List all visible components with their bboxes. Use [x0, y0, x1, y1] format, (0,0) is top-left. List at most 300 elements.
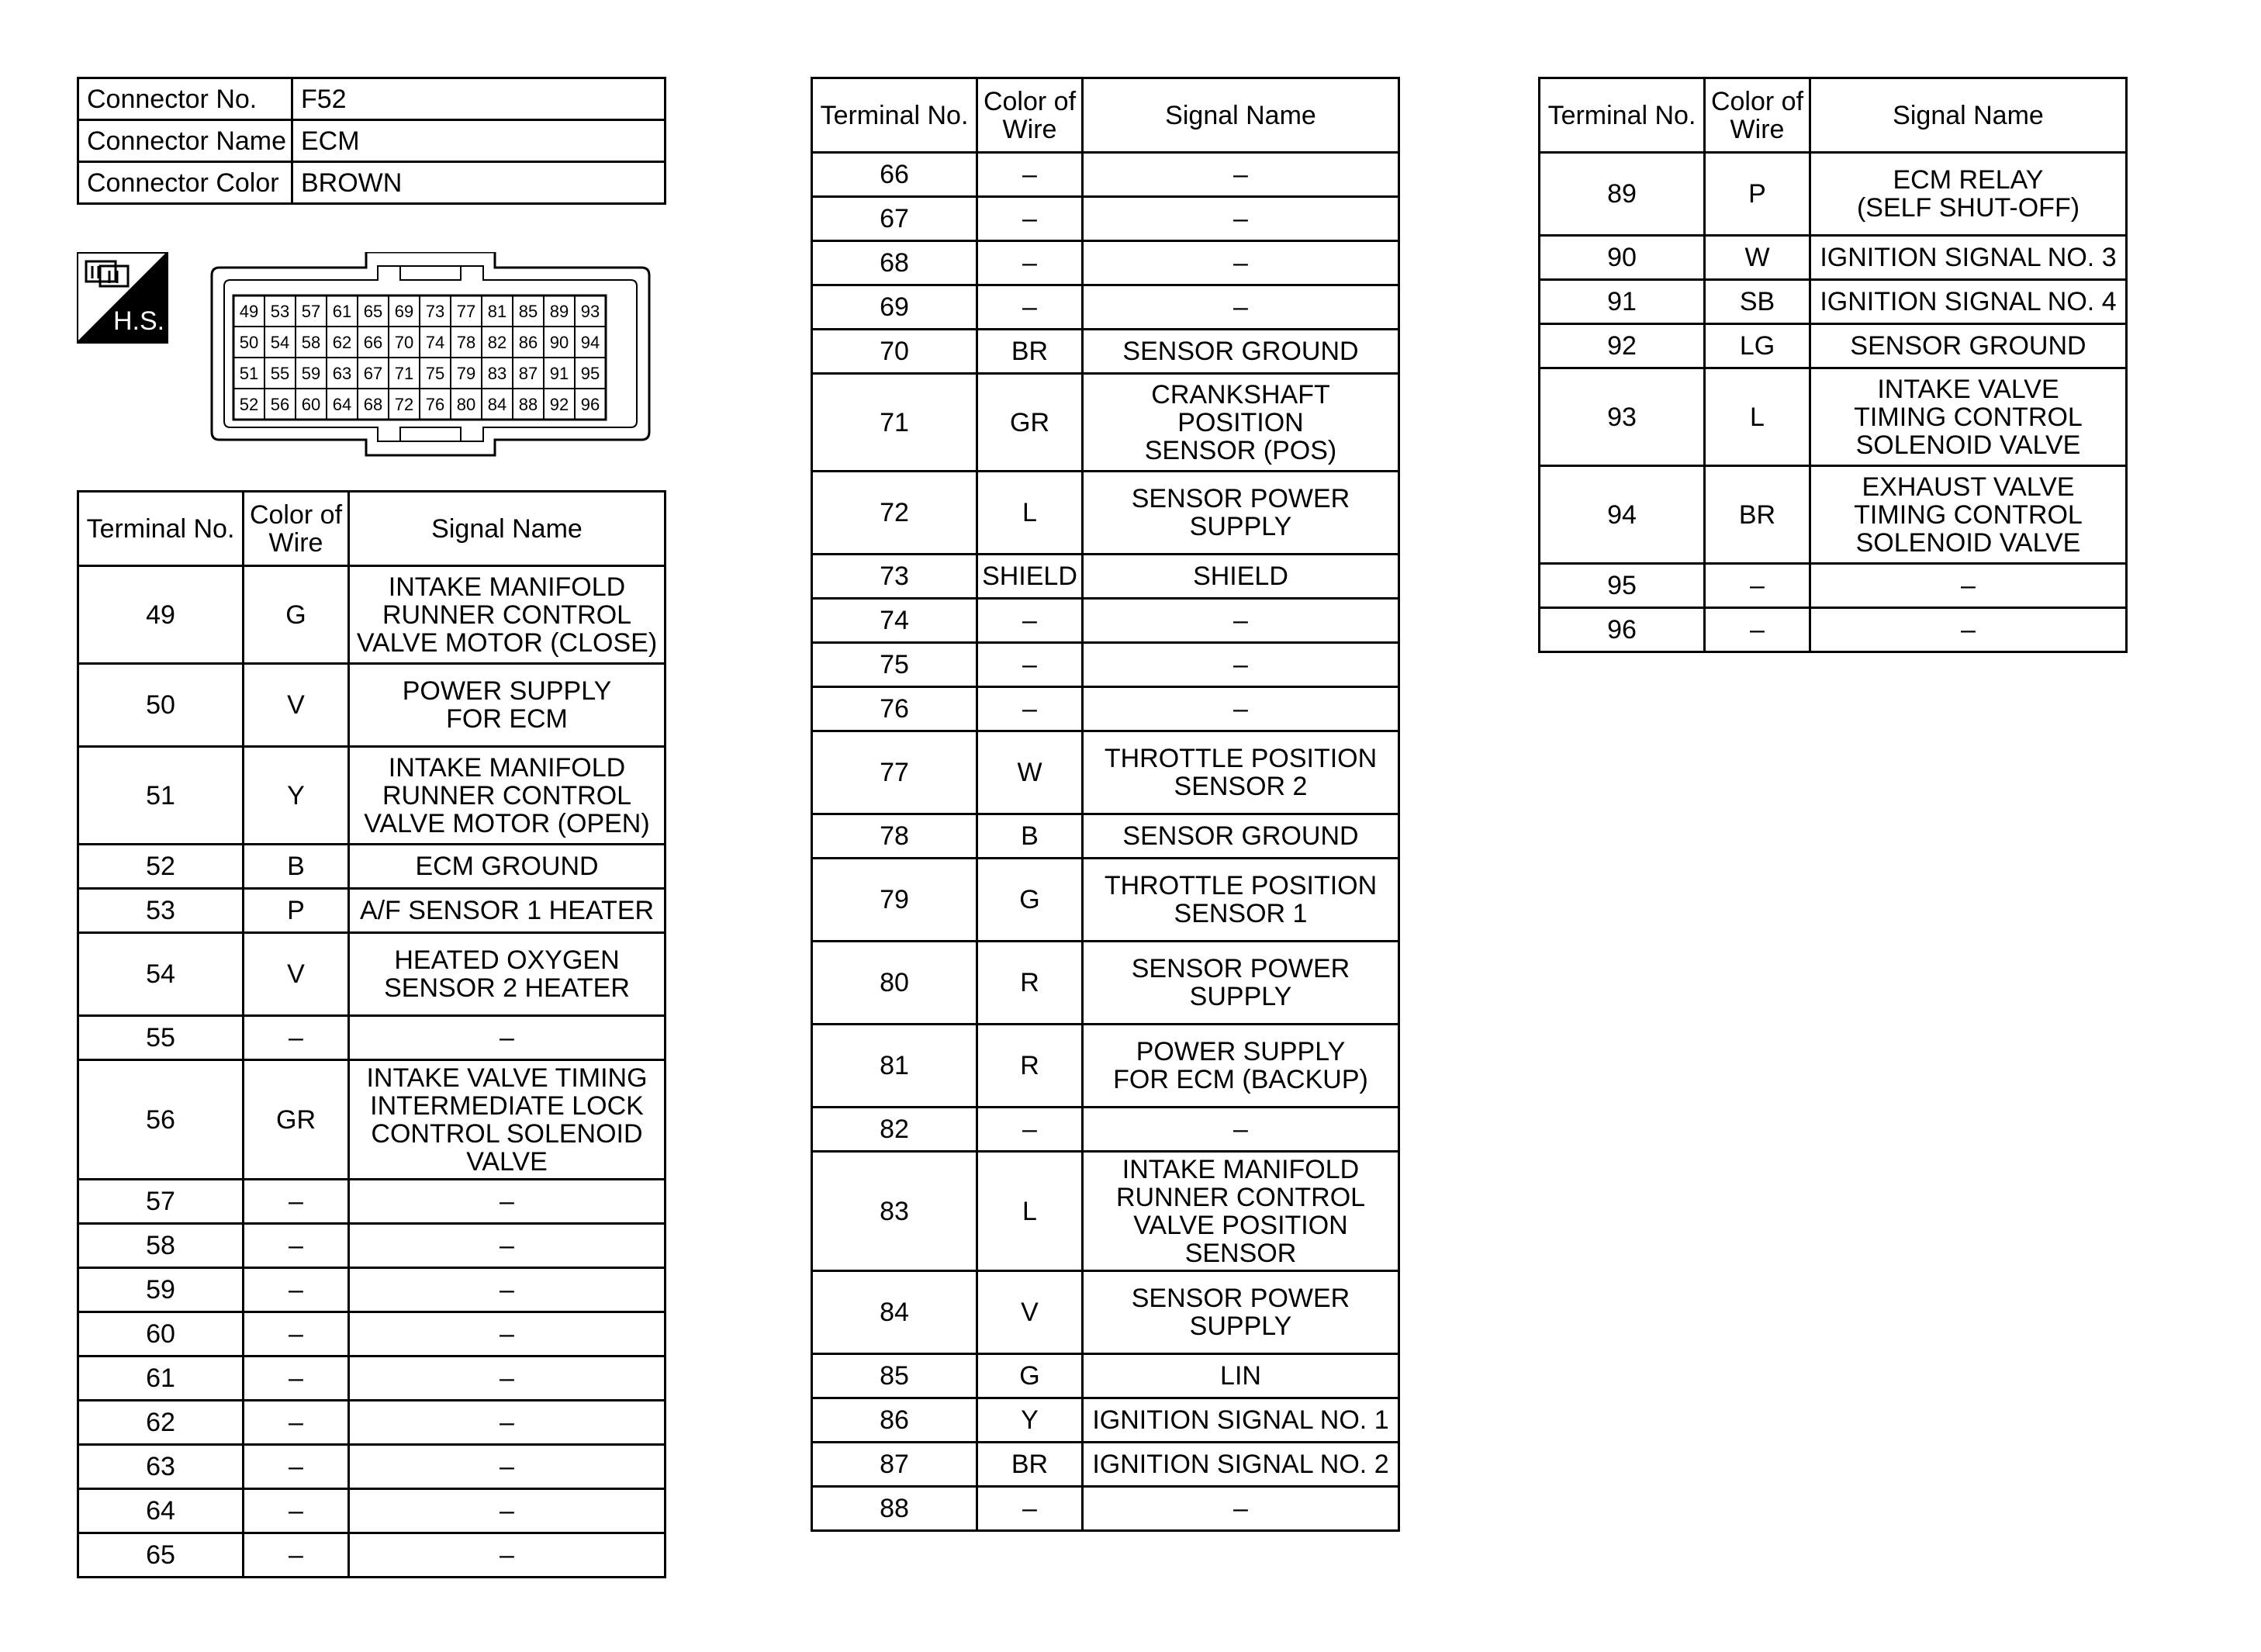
connector-pin [358, 327, 389, 358]
wire-color-cell: – [977, 1487, 1083, 1531]
wire-color-cell: SB [1705, 280, 1810, 324]
connector-pin [544, 358, 575, 389]
wire-color-cell: BR [977, 330, 1083, 374]
table-row [78, 845, 666, 889]
table-row [78, 1533, 666, 1578]
terminal-no-cell: 67 [812, 197, 977, 241]
terminal-no-cell: 60 [78, 1312, 244, 1357]
signal-name-cell: – [349, 1357, 666, 1401]
table-row [1540, 608, 2127, 652]
wire-color-cell: V [244, 664, 349, 747]
terminal-no-cell: 59 [78, 1268, 244, 1312]
signal-name-cell: SENSOR GROUND [1083, 330, 1399, 374]
wire-color-cell: V [977, 1271, 1083, 1354]
connector-pin [482, 358, 513, 389]
connector-pin [327, 389, 358, 420]
terminal-no-cell: 71 [812, 374, 977, 472]
connector-pin [296, 358, 327, 389]
connector-pin [327, 327, 358, 358]
signal-name-cell: – [349, 1224, 666, 1268]
table-row [812, 1398, 1399, 1443]
signal-name-cell: LIN [1083, 1354, 1399, 1398]
connector-color-value: BROWN [292, 162, 666, 204]
connector-pin [451, 389, 482, 420]
wire-color-cell: B [977, 814, 1083, 859]
signal-name-cell: SENSOR GROUND [1810, 324, 2127, 368]
header-terminal-no: Terminal No. [812, 78, 977, 153]
wire-color-cell: BR [1705, 466, 1810, 564]
harness-side-label: H.S. [112, 306, 165, 336]
terminal-no-cell: 87 [812, 1443, 977, 1487]
table-row [812, 1354, 1399, 1398]
table-row [812, 643, 1399, 687]
connector-pin [513, 295, 544, 327]
signal-name-cell: SHIELD [1083, 555, 1399, 599]
terminal-no-cell: 50 [78, 664, 244, 747]
signal-name-cell: ECM GROUND [349, 845, 666, 889]
terminal-no-cell: 51 [78, 747, 244, 845]
table-row [1540, 466, 2127, 564]
terminal-table-2 [811, 77, 1400, 1532]
wire-color-cell: – [244, 1268, 349, 1312]
signal-name-cell: IGNITION SIGNAL NO. 3 [1810, 236, 2127, 280]
table-row [812, 285, 1399, 330]
wire-color-cell: R [977, 1025, 1083, 1108]
connector-no-row [78, 78, 666, 120]
connector-pin-label: 60 [301, 395, 321, 414]
connector-name-value: ECM [292, 120, 666, 162]
wire-color-cell: – [977, 643, 1083, 687]
signal-name-cell: – [1083, 687, 1399, 731]
connector-pin [327, 295, 358, 327]
connector-no-label: Connector No. [78, 78, 292, 120]
connector-pin-label: 61 [332, 302, 352, 321]
table-row [78, 889, 666, 933]
table-row [812, 814, 1399, 859]
table-row [812, 687, 1399, 731]
table-row [78, 1445, 666, 1489]
signal-name-cell: – [1083, 643, 1399, 687]
connector-pin [389, 327, 420, 358]
wire-color-cell: L [1705, 368, 1810, 466]
connector-pin-label: 88 [518, 395, 538, 414]
wire-color-cell: G [977, 1354, 1083, 1398]
header-terminal-no: Terminal No. [1540, 78, 1705, 153]
table-row [1540, 368, 2127, 466]
connector-pin-label: 78 [456, 333, 476, 352]
signal-name-cell: HEATED OXYGEN SENSOR 2 HEATER [349, 933, 666, 1016]
connector-pin [575, 389, 606, 420]
terminal-no-cell: 54 [78, 933, 244, 1016]
connector-no-value: F52 [292, 78, 666, 120]
signal-name-cell: A/F SENSOR 1 HEATER [349, 889, 666, 933]
connector-pin-label: 68 [363, 395, 383, 414]
table-row [78, 1224, 666, 1268]
connector-pin [389, 358, 420, 389]
connector-pin-label: 52 [239, 395, 259, 414]
wire-color-cell: – [977, 241, 1083, 285]
connector-pin-label: 74 [425, 333, 445, 352]
harness-side-icon [77, 252, 168, 344]
wire-color-cell: – [977, 285, 1083, 330]
connector-pin [575, 327, 606, 358]
signal-name-cell: – [1083, 599, 1399, 643]
wire-color-cell: G [244, 566, 349, 664]
connector-pin-label: 62 [332, 333, 352, 352]
signal-name-cell: – [1083, 1108, 1399, 1152]
connector-pin-label: 73 [425, 302, 445, 321]
connector-pin [233, 389, 264, 420]
connector-pin [544, 295, 575, 327]
connector-pin-label: 83 [487, 364, 507, 383]
connector-pin-label: 53 [270, 302, 290, 321]
connector-pin [296, 327, 327, 358]
terminal-no-cell: 96 [1540, 608, 1705, 652]
connector-pin-label: 93 [580, 302, 600, 321]
wire-color-cell: – [977, 599, 1083, 643]
connector-pin-label: 87 [518, 364, 538, 383]
wire-color-cell: Y [244, 747, 349, 845]
wire-color-cell: GR [977, 374, 1083, 472]
connector-pin-label: 76 [425, 395, 445, 414]
terminal-no-cell: 63 [78, 1445, 244, 1489]
signal-name-cell: – [1083, 285, 1399, 330]
terminal-no-cell: 52 [78, 845, 244, 889]
terminal-no-cell: 74 [812, 599, 977, 643]
header-terminal-no: Terminal No. [78, 492, 244, 566]
table-row [812, 241, 1399, 285]
terminal-no-cell: 66 [812, 153, 977, 197]
signal-name-cell: SENSOR POWER SUPPLY [1083, 472, 1399, 555]
terminal-no-cell: 69 [812, 285, 977, 330]
connector-pin-label: 95 [580, 364, 600, 383]
wire-color-cell: – [244, 1401, 349, 1445]
connector-pin [544, 327, 575, 358]
wire-color-cell: B [244, 845, 349, 889]
signal-name-cell: – [1083, 1487, 1399, 1531]
connector-pin-label: 80 [456, 395, 476, 414]
signal-name-cell: ECM RELAY (SELF SHUT-OFF) [1810, 153, 2127, 236]
terminal-no-cell: 78 [812, 814, 977, 859]
signal-name-cell: INTAKE MANIFOLD RUNNER CONTROL VALVE MOTOR (OPEN) [349, 747, 666, 845]
table-row [78, 1016, 666, 1060]
connector-pin-label: 64 [332, 395, 352, 414]
connector-pin [389, 295, 420, 327]
connector-pin [264, 327, 296, 358]
connector-pin-label: 57 [301, 302, 321, 321]
connector-pin-label: 66 [363, 333, 383, 352]
connector-pin-label: 59 [301, 364, 321, 383]
connector-pin [544, 389, 575, 420]
signal-name-cell: – [349, 1401, 666, 1445]
connector-pin [451, 327, 482, 358]
terminal-no-cell: 90 [1540, 236, 1705, 280]
connector-info-table [77, 77, 666, 205]
wire-color-cell: – [244, 1489, 349, 1533]
connector-pin [482, 327, 513, 358]
terminal-no-cell: 64 [78, 1489, 244, 1533]
header-signal-name: Signal Name [1083, 78, 1399, 153]
table-row [78, 1268, 666, 1312]
terminal-no-cell: 93 [1540, 368, 1705, 466]
connector-pin [327, 358, 358, 389]
connector-color-label: Connector Color [78, 162, 292, 204]
wire-color-cell: W [977, 731, 1083, 814]
pin-grid [233, 295, 606, 420]
connector-pin-label: 69 [394, 302, 414, 321]
connector-pin [420, 327, 451, 358]
terminal-no-cell: 68 [812, 241, 977, 285]
terminal-no-cell: 57 [78, 1180, 244, 1224]
connector-pin-label: 77 [456, 302, 476, 321]
table-row [812, 1487, 1399, 1531]
connector-pin-label: 85 [518, 302, 538, 321]
connector-pin [482, 295, 513, 327]
connector-pin-label: 56 [270, 395, 290, 414]
table-header-row [78, 492, 666, 566]
terminal-table-1 [77, 490, 666, 1578]
table-row [812, 330, 1399, 374]
connector-pin-label: 65 [363, 302, 383, 321]
table-row [812, 374, 1399, 472]
terminal-no-cell: 56 [78, 1060, 244, 1180]
connector-pin-label: 89 [549, 302, 569, 321]
header-color-of-wire: Color of Wire [1705, 78, 1810, 153]
connector-pin-label: 70 [394, 333, 414, 352]
signal-name-cell: – [1810, 564, 2127, 608]
signal-name-cell: INTAKE MANIFOLD RUNNER CONTROL VALVE MOTOR (CLOSE) [349, 566, 666, 664]
signal-name-cell: – [1083, 241, 1399, 285]
wire-color-cell: – [977, 197, 1083, 241]
table-row [812, 1025, 1399, 1108]
terminal-no-cell: 94 [1540, 466, 1705, 564]
table-row [78, 1489, 666, 1533]
connector-pin-label: 49 [239, 302, 259, 321]
wire-color-cell: G [977, 859, 1083, 942]
connector-pin-label: 58 [301, 333, 321, 352]
signal-name-cell: – [349, 1312, 666, 1357]
table-row [1540, 324, 2127, 368]
wire-color-cell: GR [244, 1060, 349, 1180]
connector-pin [389, 389, 420, 420]
connector-pin-label: 90 [549, 333, 569, 352]
connector-pin [296, 295, 327, 327]
wire-color-cell: – [244, 1224, 349, 1268]
connector-pin-label: 84 [487, 395, 507, 414]
wire-color-cell: – [977, 1108, 1083, 1152]
connector-pin-label: 72 [394, 395, 414, 414]
header-color-of-wire: Color of Wire [244, 492, 349, 566]
wire-color-cell: – [244, 1016, 349, 1060]
connector-pin [358, 358, 389, 389]
connector-pin [233, 295, 264, 327]
terminal-no-cell: 82 [812, 1108, 977, 1152]
terminal-no-cell: 77 [812, 731, 977, 814]
table-row [78, 1060, 666, 1180]
connector-pin [296, 389, 327, 420]
connector-pin-label: 81 [487, 302, 507, 321]
table-row [78, 747, 666, 845]
wire-color-cell: SHIELD [977, 555, 1083, 599]
signal-name-cell: – [1810, 608, 2127, 652]
signal-name-cell: – [349, 1180, 666, 1224]
connector-pin [264, 295, 296, 327]
wire-color-cell: P [1705, 153, 1810, 236]
connector-pin-label: 92 [549, 395, 569, 414]
connector-pin [451, 358, 482, 389]
signal-name-cell: THROTTLE POSITION SENSOR 2 [1083, 731, 1399, 814]
connector-pin-label: 96 [580, 395, 600, 414]
wire-color-cell: – [1705, 564, 1810, 608]
connector-name-row [78, 120, 666, 162]
wire-color-cell: – [244, 1533, 349, 1578]
header-signal-name: Signal Name [1810, 78, 2127, 153]
terminal-no-cell: 76 [812, 687, 977, 731]
wire-color-cell: Y [977, 1398, 1083, 1443]
signal-name-cell: IGNITION SIGNAL NO. 1 [1083, 1398, 1399, 1443]
connector-pin [358, 389, 389, 420]
connector-pin [575, 295, 606, 327]
connector-pin-label: 54 [270, 333, 290, 352]
table-row [1540, 564, 2127, 608]
wire-color-cell: – [244, 1312, 349, 1357]
connector-pin-label: 79 [456, 364, 476, 383]
signal-name-cell: IGNITION SIGNAL NO. 4 [1810, 280, 2127, 324]
terminal-no-cell: 88 [812, 1487, 977, 1531]
terminal-no-cell: 83 [812, 1152, 977, 1271]
terminal-no-cell: 84 [812, 1271, 977, 1354]
connector-pin-label: 75 [425, 364, 445, 383]
connector-pin-label: 91 [549, 364, 569, 383]
signal-name-cell: INTAKE VALVE TIMING INTERMEDIATE LOCK CONTROL SOLENOID VALVE [349, 1060, 666, 1180]
table-header-row [1540, 78, 2127, 153]
signal-name-cell: SENSOR GROUND [1083, 814, 1399, 859]
signal-name-cell: – [349, 1445, 666, 1489]
connector-pin-label: 71 [394, 364, 414, 383]
table-row [1540, 236, 2127, 280]
table-row [812, 859, 1399, 942]
connector-pin [575, 358, 606, 389]
connector-pin-label: 82 [487, 333, 507, 352]
table-row [78, 1312, 666, 1357]
connector-pin [358, 295, 389, 327]
connector-pin [482, 389, 513, 420]
wire-color-cell: – [977, 687, 1083, 731]
terminal-no-cell: 58 [78, 1224, 244, 1268]
signal-name-cell: SENSOR POWER SUPPLY [1083, 1271, 1399, 1354]
table-row [812, 197, 1399, 241]
signal-name-cell: – [349, 1489, 666, 1533]
signal-name-cell: POWER SUPPLY FOR ECM [349, 664, 666, 747]
wire-color-cell: L [977, 1152, 1083, 1271]
table-row [812, 731, 1399, 814]
terminal-no-cell: 89 [1540, 153, 1705, 236]
connector-pin-label: 94 [580, 333, 600, 352]
wire-color-cell: – [977, 153, 1083, 197]
wire-color-cell: P [244, 889, 349, 933]
signal-name-cell: – [1083, 153, 1399, 197]
table-row [812, 1152, 1399, 1271]
connector-color-row [78, 162, 666, 204]
signal-name-cell: – [349, 1268, 666, 1312]
terminal-no-cell: 61 [78, 1357, 244, 1401]
connector-pin [233, 358, 264, 389]
terminal-no-cell: 91 [1540, 280, 1705, 324]
terminal-no-cell: 49 [78, 566, 244, 664]
signal-name-cell: – [349, 1533, 666, 1578]
wire-color-cell: – [244, 1445, 349, 1489]
terminal-no-cell: 72 [812, 472, 977, 555]
terminal-no-cell: 70 [812, 330, 977, 374]
connector-pin-label: 55 [270, 364, 290, 383]
wire-color-cell: BR [977, 1443, 1083, 1487]
connector-pin [513, 389, 544, 420]
table-row [78, 1401, 666, 1445]
wire-color-cell: W [1705, 236, 1810, 280]
header-color-of-wire: Color of Wire [977, 78, 1083, 153]
terminal-no-cell: 79 [812, 859, 977, 942]
terminal-no-cell: 85 [812, 1354, 977, 1398]
connector-pin [513, 327, 544, 358]
table-row [812, 1108, 1399, 1152]
signal-name-cell: INTAKE VALVE TIMING CONTROL SOLENOID VALVE [1810, 368, 2127, 466]
terminal-no-cell: 53 [78, 889, 244, 933]
terminal-no-cell: 55 [78, 1016, 244, 1060]
table-row [812, 942, 1399, 1025]
signal-name-cell: INTAKE MANIFOLD RUNNER CONTROL VALVE POSITION SENSOR [1083, 1152, 1399, 1271]
terminal-no-cell: 62 [78, 1401, 244, 1445]
signal-name-cell: CRANKSHAFT POSITION SENSOR (POS) [1083, 374, 1399, 472]
connector-pin [513, 358, 544, 389]
terminal-no-cell: 73 [812, 555, 977, 599]
connector-pin-label: 63 [332, 364, 352, 383]
connector-pin [420, 295, 451, 327]
table-row [812, 555, 1399, 599]
table-row [812, 472, 1399, 555]
table-row [812, 1443, 1399, 1487]
table-row [78, 1357, 666, 1401]
connector-pin [233, 327, 264, 358]
wire-color-cell: R [977, 942, 1083, 1025]
terminal-no-cell: 92 [1540, 324, 1705, 368]
connector-face-diagram [206, 252, 655, 461]
connector-pin [264, 358, 296, 389]
wire-color-cell: – [244, 1357, 349, 1401]
table-row [78, 1180, 666, 1224]
terminal-table-3 [1538, 77, 2128, 653]
table-header-row [812, 78, 1399, 153]
terminal-no-cell: 81 [812, 1025, 977, 1108]
signal-name-cell: POWER SUPPLY FOR ECM (BACKUP) [1083, 1025, 1399, 1108]
table-row [78, 566, 666, 664]
connector-name-label: Connector Name [78, 120, 292, 162]
table-row [812, 599, 1399, 643]
signal-name-cell: – [1083, 197, 1399, 241]
table-row [812, 1271, 1399, 1354]
connector-pin [451, 295, 482, 327]
connector-pin-label: 50 [239, 333, 259, 352]
table-row [812, 153, 1399, 197]
connector-pin [420, 389, 451, 420]
table-row [1540, 280, 2127, 324]
connector-pin-label: 51 [239, 364, 259, 383]
terminal-no-cell: 95 [1540, 564, 1705, 608]
wire-color-cell: – [1705, 608, 1810, 652]
signal-name-cell: THROTTLE POSITION SENSOR 1 [1083, 859, 1399, 942]
terminal-no-cell: 86 [812, 1398, 977, 1443]
wire-color-cell: L [977, 472, 1083, 555]
terminal-no-cell: 65 [78, 1533, 244, 1578]
